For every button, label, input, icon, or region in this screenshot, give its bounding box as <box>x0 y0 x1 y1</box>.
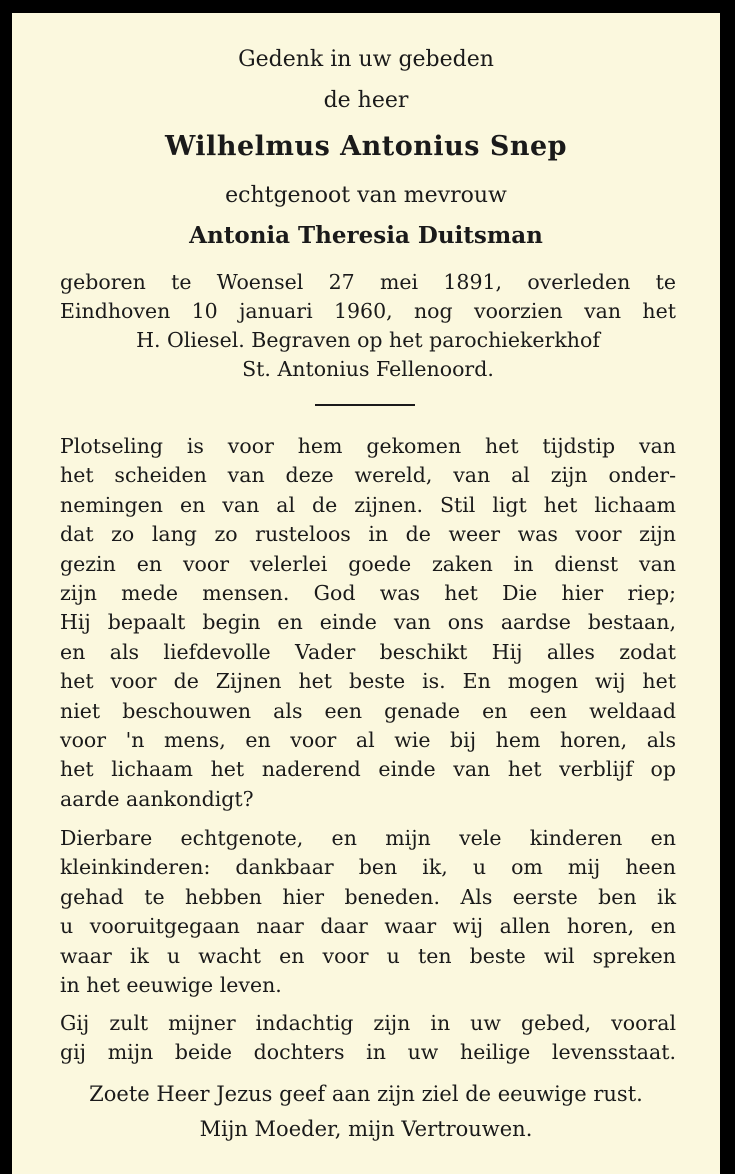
paragraph-line: Dierbare echtgenote, en mijn vele kinderen en <box>60 826 676 850</box>
paragraph-line: het voor de Zijnen het beste is. En mogen wij het <box>60 669 676 694</box>
spouse-name: Antonia Theresia Duitsman <box>189 222 543 249</box>
relation-text: echtgenoot van mevrouw <box>225 183 507 208</box>
paragraph-line: en als liefdevolle Vader beschikt Hij alles zodat <box>60 639 676 664</box>
paragraph-line: voor 'n mens, en voor al wie bij hem horen, als <box>60 727 676 752</box>
deceased-name: Wilhelmus Antonius Snep <box>164 131 568 162</box>
title-text: de heer <box>323 88 409 113</box>
paragraph-line: aarde aankondigt? <box>60 786 254 811</box>
memorial-card <box>12 13 720 1174</box>
divider-rule <box>315 404 415 406</box>
paragraph-line: gezin en voor velerlei goede zaken in dienst van <box>60 551 676 576</box>
paragraph-line: waar ik u wacht en voor u ten beste wil spreken <box>60 943 676 968</box>
paragraph-line: het scheiden van deze wereld, van al zijn onder- <box>60 463 676 488</box>
bio-line: Eindhoven 10 januari 1960, nog voorzien van het <box>60 299 676 323</box>
paragraph-line: niet beschouwen als een genade en een weldaad <box>60 698 676 723</box>
closing-invocation: Mijn Moeder, mijn Vertrouwen. <box>199 1117 533 1141</box>
bio-line: H. Oliesel. Begraven op het parochiekerkhof <box>136 328 600 352</box>
paragraph-request <box>60 1009 676 1068</box>
paragraph-line: gij mijn beide dochters in uw heilige levensstaat. <box>60 1040 676 1065</box>
paragraph-line: in het eeuwige leven. <box>60 972 282 997</box>
paragraph-line: nemingen en van al de zijnen. Stil ligt het lichaam <box>60 492 676 517</box>
paragraph-reflection <box>60 432 676 814</box>
prayer-line: Zoete Heer Jezus geef aan zijn ziel de eeuwige rust. <box>89 1082 643 1106</box>
paragraph-line: gehad te hebben hier beneden. Als eerste ben ik <box>60 884 676 909</box>
paragraph-line: het lichaam het naderend einde van het verblijf op <box>60 757 676 782</box>
paragraph-line: u vooruitgegaan naar daar waar wij allen horen, en <box>60 914 676 939</box>
bio-line: St. Antonius Fellenoord. <box>242 357 494 381</box>
paragraph-farewell <box>60 824 676 1000</box>
paragraph-line: Hij bepaalt begin en einde van ons aardse bestaan, <box>60 610 676 635</box>
paragraph-line: zijn mede mensen. God was het Die hier riep; <box>60 580 676 605</box>
paragraph-line: kleinkinderen: dankbaar ben ik, u om mij heen <box>60 855 676 880</box>
intro-text: Gedenk in uw gebeden <box>238 47 494 72</box>
biography <box>60 268 676 384</box>
paragraph-line: Plotseling is voor hem gekomen het tijdstip van <box>60 434 676 458</box>
paragraph-line: dat zo lang zo rusteloos in de weer was voor zijn <box>60 522 676 547</box>
bio-line: geboren te Woensel 27 mei 1891, overleden te <box>60 270 676 294</box>
paragraph-line: Gij zult mijner indachtig zijn in uw gebed, vooral <box>60 1011 676 1035</box>
